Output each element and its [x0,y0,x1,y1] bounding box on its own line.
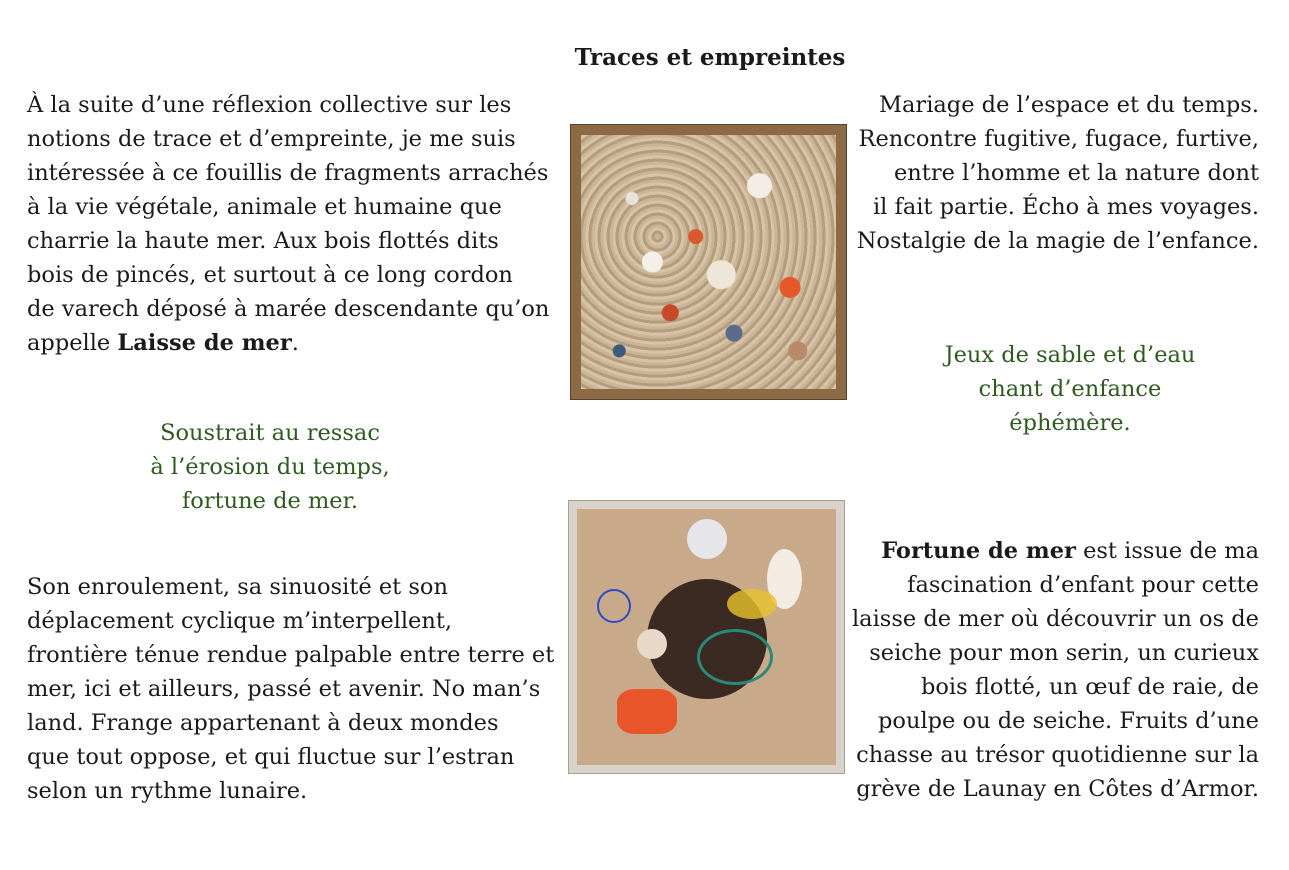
shell-collage-image [581,135,836,389]
intro-line: notions de trace et d’empreinte, je me suis [27,126,516,152]
laisse-de-mer-term: Laisse de mer [117,330,292,356]
poem-left [130,416,410,518]
paragraph-line: bois flotté, un œuf de raie, de [920,674,1259,700]
paragraph-line: Nostalgie de la magie de l’enfance. [856,228,1259,254]
paragraph-line: chasse au trésor quotidienne sur la [856,742,1259,768]
intro-line: intéressée à ce fouillis de fragments arrachés [27,160,549,186]
paragraph-line: il fait partie. Écho à mes voyages. [872,194,1259,220]
seaweed-box-image [577,509,836,765]
paragraph-line: Rencontre fugitive, fugace, furtive, [858,126,1259,152]
poem-line: chant d’enfance [978,376,1162,402]
intro-paragraph [27,88,549,360]
paragraph-line: frontière ténue rendue palpable entre terre et [27,642,555,668]
paragraph-line: entre l’homme et la nature dont [893,160,1259,186]
poem-right [920,338,1220,440]
intro-line: charrie la haute mer. Aux bois flottés dits [27,228,499,254]
paragraph-line: grève de Launay en Côtes d’Armor. [856,776,1259,802]
intro-suffix: . [291,330,299,356]
paragraph-line: fascination d’enfant pour cette [907,572,1259,598]
paragraph-line: Mariage de l’espace et du temps. [878,92,1259,118]
poem-line: éphémère. [1009,410,1131,436]
paragraph-line: laisse de mer où découvrir un os de [851,606,1259,632]
page-title: Traces et empreintes [574,44,846,71]
paragraph-line: Son enroulement, sa sinuosité et son [27,574,448,600]
poem-line: à l’érosion du temps, [150,454,390,480]
shell-collage-photo [570,124,847,400]
paragraph-line: land. Frange appartenant à deux mondes [27,710,499,736]
intro-line: À la suite d’une réflexion collective sur les [27,92,512,118]
first-line-rest: est issue de ma [1075,538,1259,564]
paragraph-line: que tout oppose, et qui fluctue sur l’estran [27,744,515,770]
fortune-de-mer-term: Fortune de mer [881,538,1076,564]
intro-line: de varech déposé à marée descendante qu’on [27,296,550,322]
poem-line: Soustrait au ressac [160,420,380,446]
paragraph-line: seiche pour mon serin, un curieux [869,640,1259,666]
intro-line-last [27,326,549,360]
seaweed-box-photo [568,500,845,774]
paragraph-line: déplacement cyclique m’interpellent, [27,608,453,634]
paragraph-line-first [852,534,1259,568]
poem-line: fortune de mer. [181,488,359,514]
paragraph-line: mer, ici et ailleurs, passé et avenir. No man’s [27,676,541,702]
paragraph-line: selon un rythme lunaire. [27,778,308,804]
right-bottom-paragraph [852,534,1259,806]
middle-left-paragraph [27,570,554,808]
intro-line: à la vie végétale, animale et humaine que [27,194,502,220]
intro-line: bois de pincés, et surtout à ce long cordon [27,262,513,288]
poem-line: Jeux de sable et d’eau [944,342,1196,368]
paragraph-line: poulpe ou de seiche. Fruits d’une [878,708,1259,734]
right-top-paragraph [857,88,1259,258]
intro-prefix: appelle [27,330,118,356]
